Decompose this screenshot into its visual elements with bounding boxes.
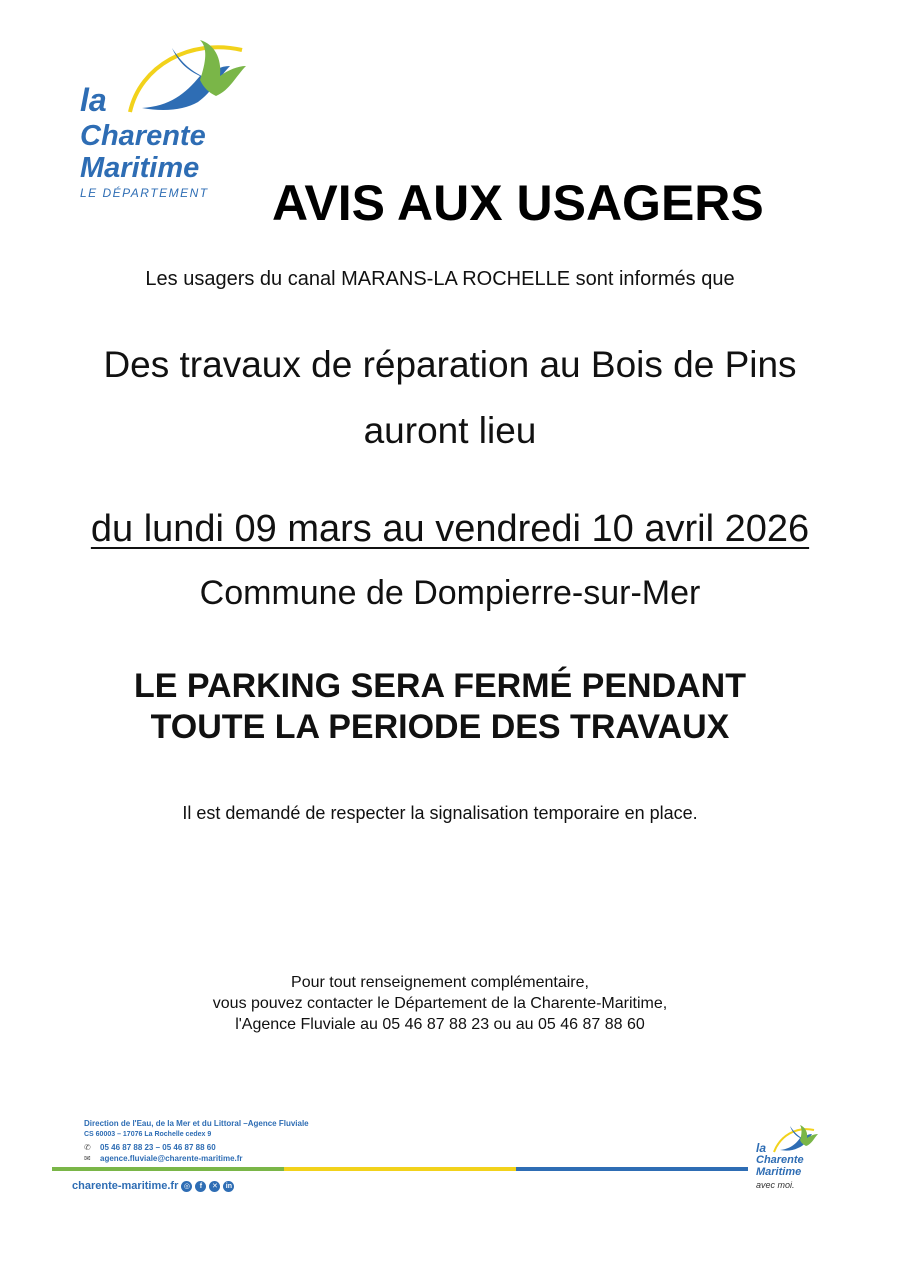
signage-text: Il est demandé de respecter la signalisation temporaire en place.: [182, 803, 698, 823]
dates-text: [0, 508, 900, 551]
small-logo-text-maritime: Maritime: [756, 1166, 802, 1178]
parking-warning-line1: LE PARKING SERA FERMÉ PENDANT: [133, 667, 747, 705]
commune-text: Commune de Dompierre-sur-Mer: [199, 574, 701, 612]
email-icon: ✉: [84, 1154, 91, 1163]
footer-bar-blue: [516, 1167, 748, 1171]
contact-line2: vous pouvez contacter le Département de la Charente-Maritime,: [212, 995, 668, 1012]
footer-phones: 05 46 87 88 23 – 05 46 87 88 60: [100, 1143, 216, 1152]
logo-text-charente: Charente: [80, 120, 206, 152]
page-title: AVIS AUX USAGERS: [272, 175, 764, 231]
contact-line3: l'Agence Fluviale au 05 46 87 88 23 ou au 05 46 87 88 60: [235, 1016, 645, 1033]
contact-info: [0, 972, 880, 1035]
footer-address: CS 60003 – 17076 La Rochelle cedex 9: [84, 1131, 212, 1138]
small-logo-text-la: la: [756, 1141, 767, 1155]
dates-text-underlined: du lundi 09 mars au vendredi 10 avril 2026: [90, 508, 810, 550]
x-icon[interactable]: ✕: [209, 1181, 220, 1192]
small-logo-text-charente: Charente: [756, 1154, 804, 1166]
instagram-icon[interactable]: ◎: [181, 1181, 192, 1192]
phone-icon: ✆: [84, 1143, 91, 1152]
logo-text-departement: LE DÉPARTEMENT: [80, 186, 209, 200]
footer-bar-green: [52, 1167, 284, 1171]
linkedin-icon[interactable]: in: [223, 1181, 234, 1192]
footer-color-bar: [52, 1167, 748, 1171]
logo-text-la: la: [80, 82, 107, 118]
parking-warning-line2: TOUTE LA PERIODE DES TRAVAUX: [150, 708, 730, 746]
charente-maritime-small-logo: [756, 1124, 822, 1194]
works-text-line1: Des travaux de réparation au Bois de Pins: [103, 344, 797, 385]
birds-logo-icon: [80, 36, 260, 116]
small-logo-text-tagline: avec moi.: [756, 1180, 795, 1190]
works-text-line2: auront lieu: [363, 410, 537, 451]
logo-text-maritime: Maritime: [80, 152, 200, 184]
charente-maritime-logo: [80, 36, 260, 206]
footer-website-link[interactable]: charente-maritime.fr: [72, 1180, 179, 1192]
footer-website-row: [72, 1180, 234, 1192]
footer-email[interactable]: agence.fluviale@charente-maritime.fr: [100, 1154, 243, 1163]
footer-contact-block: [84, 1118, 309, 1164]
footer-bar-yellow: [284, 1167, 516, 1171]
parking-warning: [0, 666, 880, 748]
contact-line1: Pour tout renseignement complémentaire,: [291, 974, 589, 991]
intro-text: Les usagers du canal MARANS-LA ROCHELLE sont informés que: [145, 268, 735, 290]
facebook-icon[interactable]: f: [195, 1181, 206, 1192]
footer-direction: Direction de l'Eau, de la Mer et du Littoral –Agence Fluviale: [84, 1119, 309, 1128]
